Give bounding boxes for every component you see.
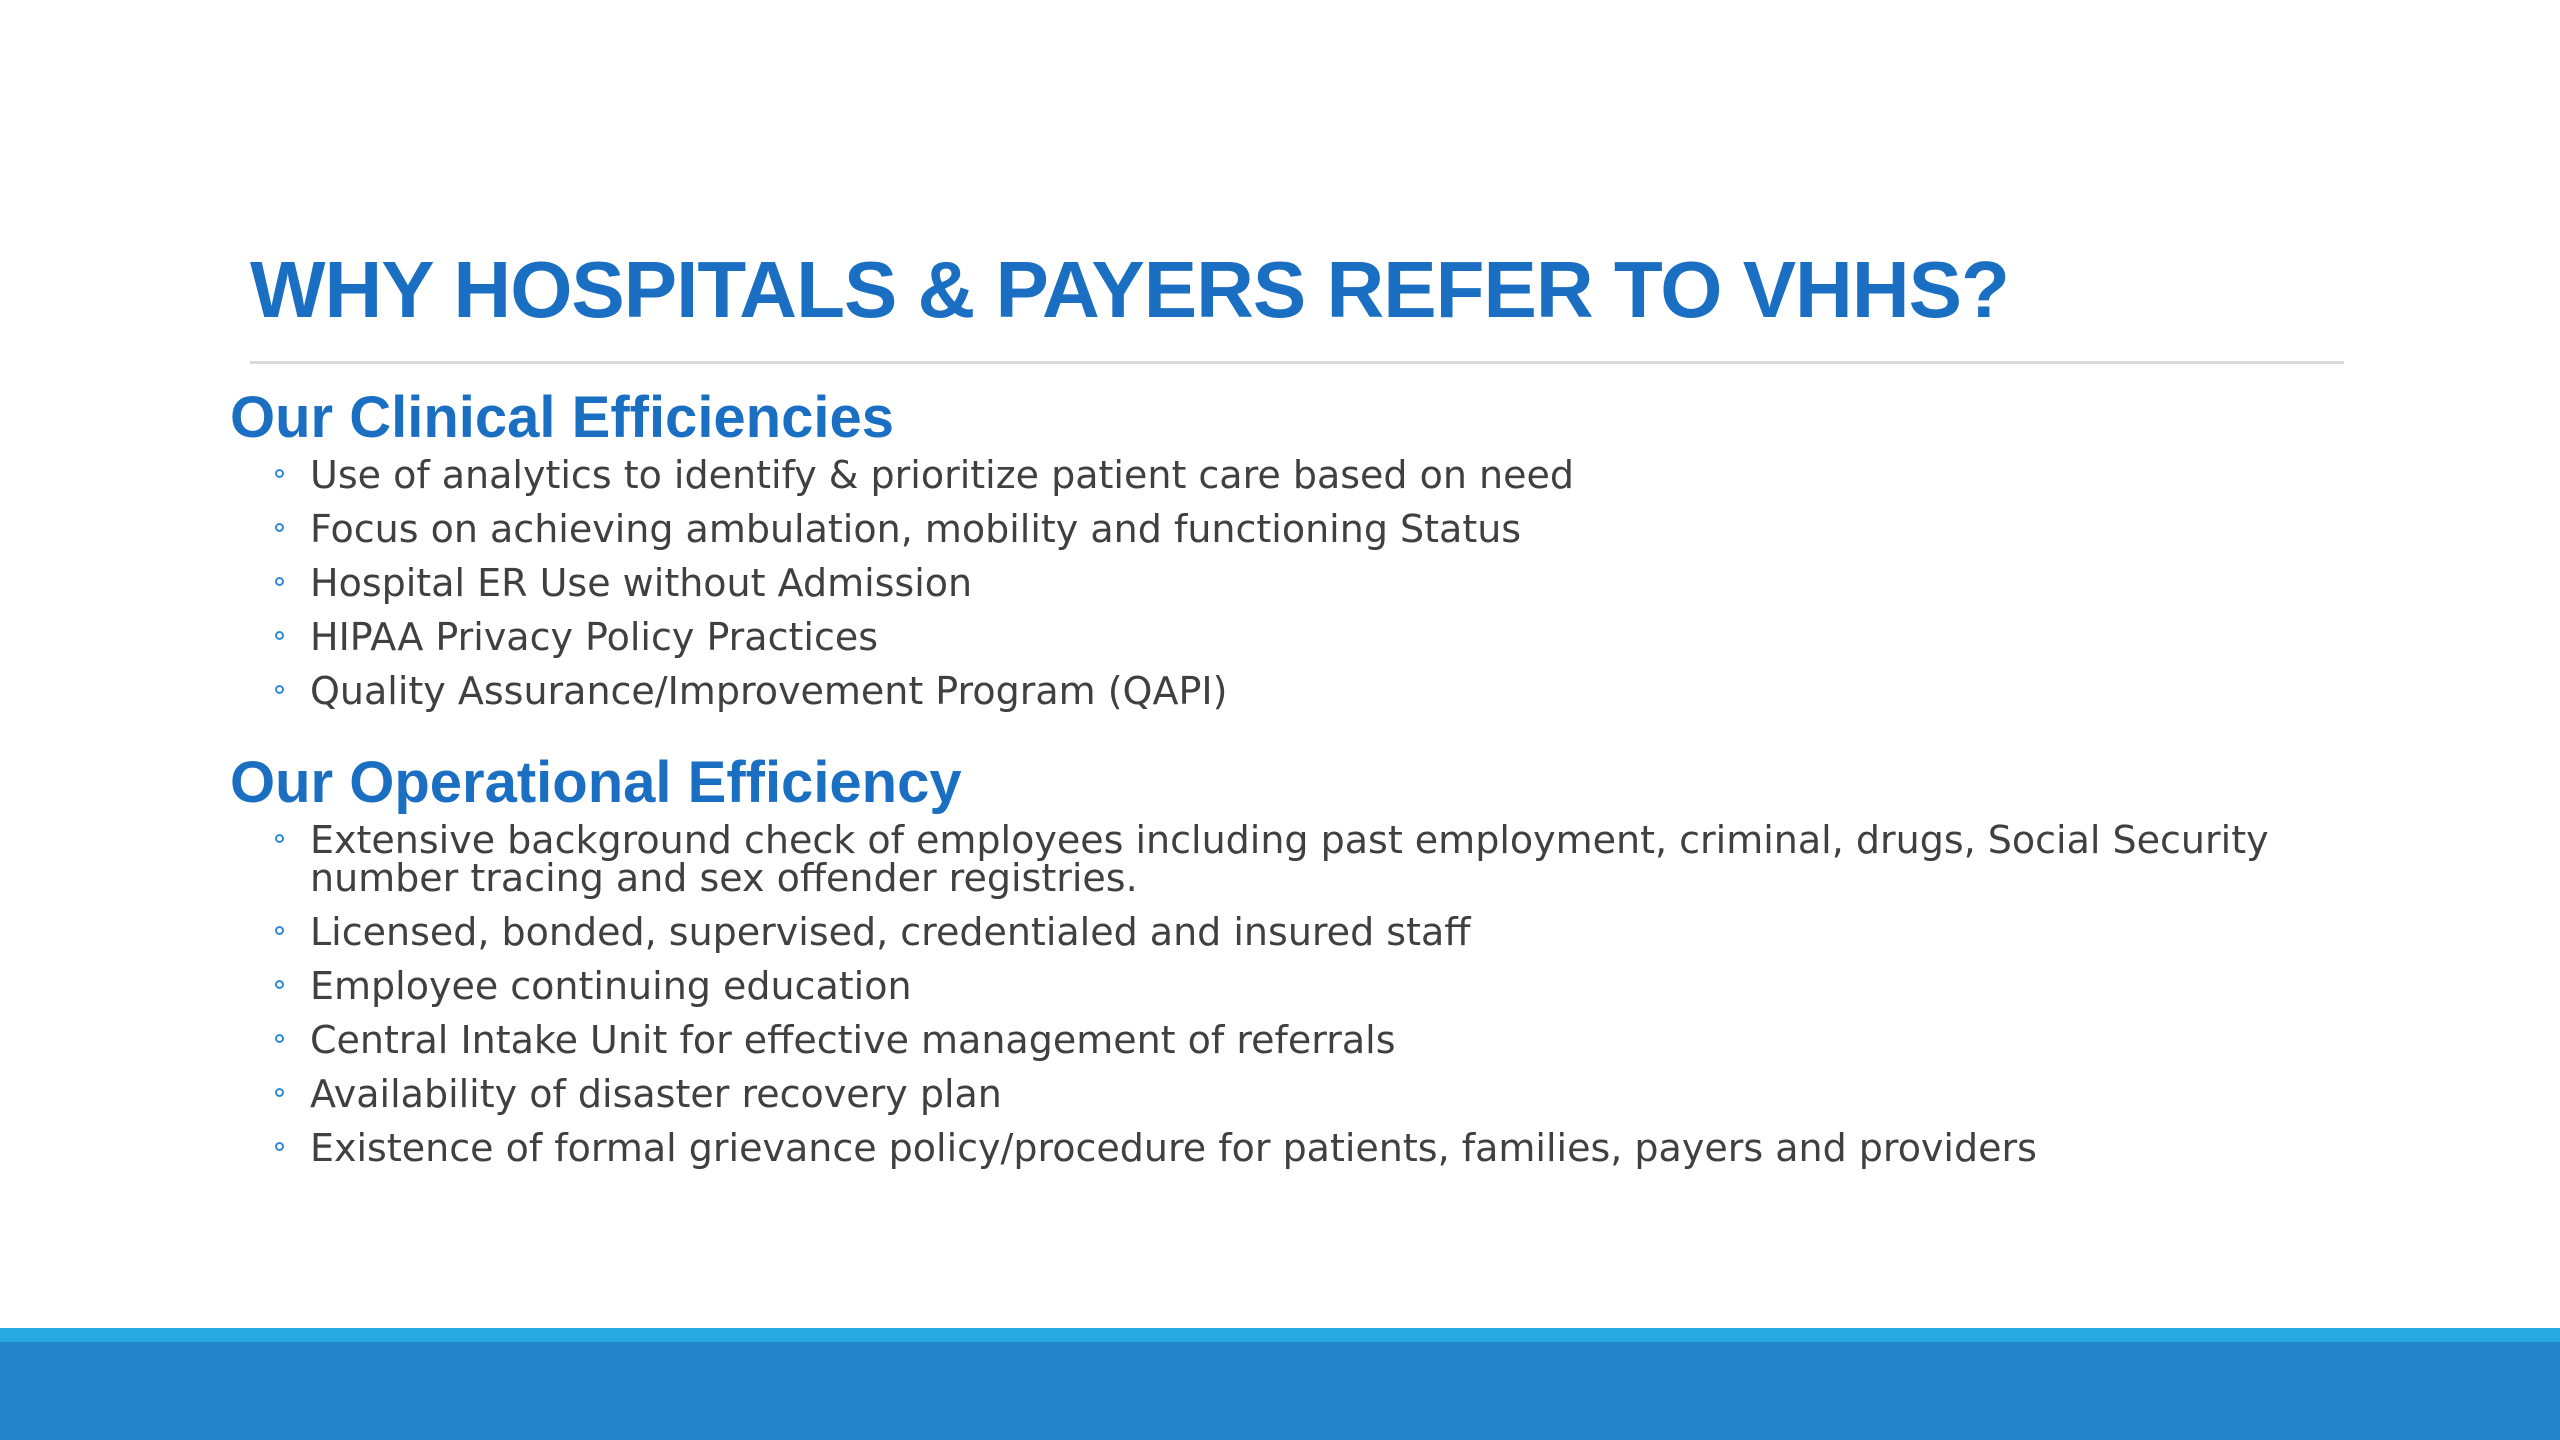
bullet-list: [230, 453, 2380, 713]
circle-bullet-icon: [275, 926, 284, 935]
section-heading: Our Operational Efficiency: [230, 750, 962, 815]
title-divider: [250, 361, 2344, 364]
section-clinical-efficiencies: [230, 380, 2380, 726]
bullet-text: Focus on achieving ambulation, mobility and functioning Status: [310, 507, 1522, 551]
bullet-item: [230, 910, 2410, 954]
bullet-item: [230, 453, 2410, 497]
bullet-text: Availability of disaster recovery plan: [310, 1072, 1002, 1116]
bullet-item: [230, 669, 2410, 713]
bullet-text: Use of analytics to identify & prioritize patient care based on need: [310, 453, 1575, 497]
circle-bullet-icon: [275, 685, 284, 694]
bullet-item: [230, 1018, 2410, 1062]
bullet-text: Existence of formal grievance policy/procedure for patients, families, payers and providers: [310, 1126, 2037, 1170]
bullet-text: Extensive background check of employees including past employment, criminal, drugs, Social Security number tracing and sex offender registries.: [310, 818, 2269, 900]
circle-bullet-icon: [275, 577, 284, 586]
bullet-text: HIPAA Privacy Policy Practices: [310, 615, 879, 659]
section-operational-efficiency: [230, 745, 2380, 1183]
bullet-item: [230, 507, 2410, 551]
footer-band: [0, 1342, 2560, 1440]
bullet-text: Quality Assurance/Improvement Program (QAPI): [310, 669, 1228, 713]
bullet-text: Licensed, bonded, supervised, credentialed and insured staff: [310, 910, 1471, 954]
circle-bullet-icon: [275, 469, 284, 478]
circle-bullet-icon: [275, 1142, 284, 1151]
slide-title: WHY HOSPITALS & PAYERS REFER TO VHHS?: [250, 245, 2009, 334]
bullet-text: Central Intake Unit for effective management of referrals: [310, 1018, 1396, 1062]
circle-bullet-icon: [275, 1088, 284, 1097]
circle-bullet-icon: [275, 631, 284, 640]
bullet-item: [230, 615, 2410, 659]
bullet-item: [230, 818, 2410, 900]
circle-bullet-icon: [275, 834, 284, 843]
bullet-text: Employee continuing education: [310, 964, 912, 1008]
circle-bullet-icon: [275, 523, 284, 532]
section-heading: Our Clinical Efficiencies: [230, 385, 894, 450]
circle-bullet-icon: [275, 980, 284, 989]
bullet-item: [230, 964, 2410, 1008]
bullet-item: [230, 1126, 2410, 1170]
footer-accent-stripe: [0, 1328, 2560, 1342]
bullet-item: [230, 1072, 2410, 1116]
bullet-item: [230, 561, 2410, 605]
circle-bullet-icon: [275, 1034, 284, 1043]
bullet-list: [230, 818, 2380, 1170]
bullet-text: Hospital ER Use without Admission: [310, 561, 973, 605]
